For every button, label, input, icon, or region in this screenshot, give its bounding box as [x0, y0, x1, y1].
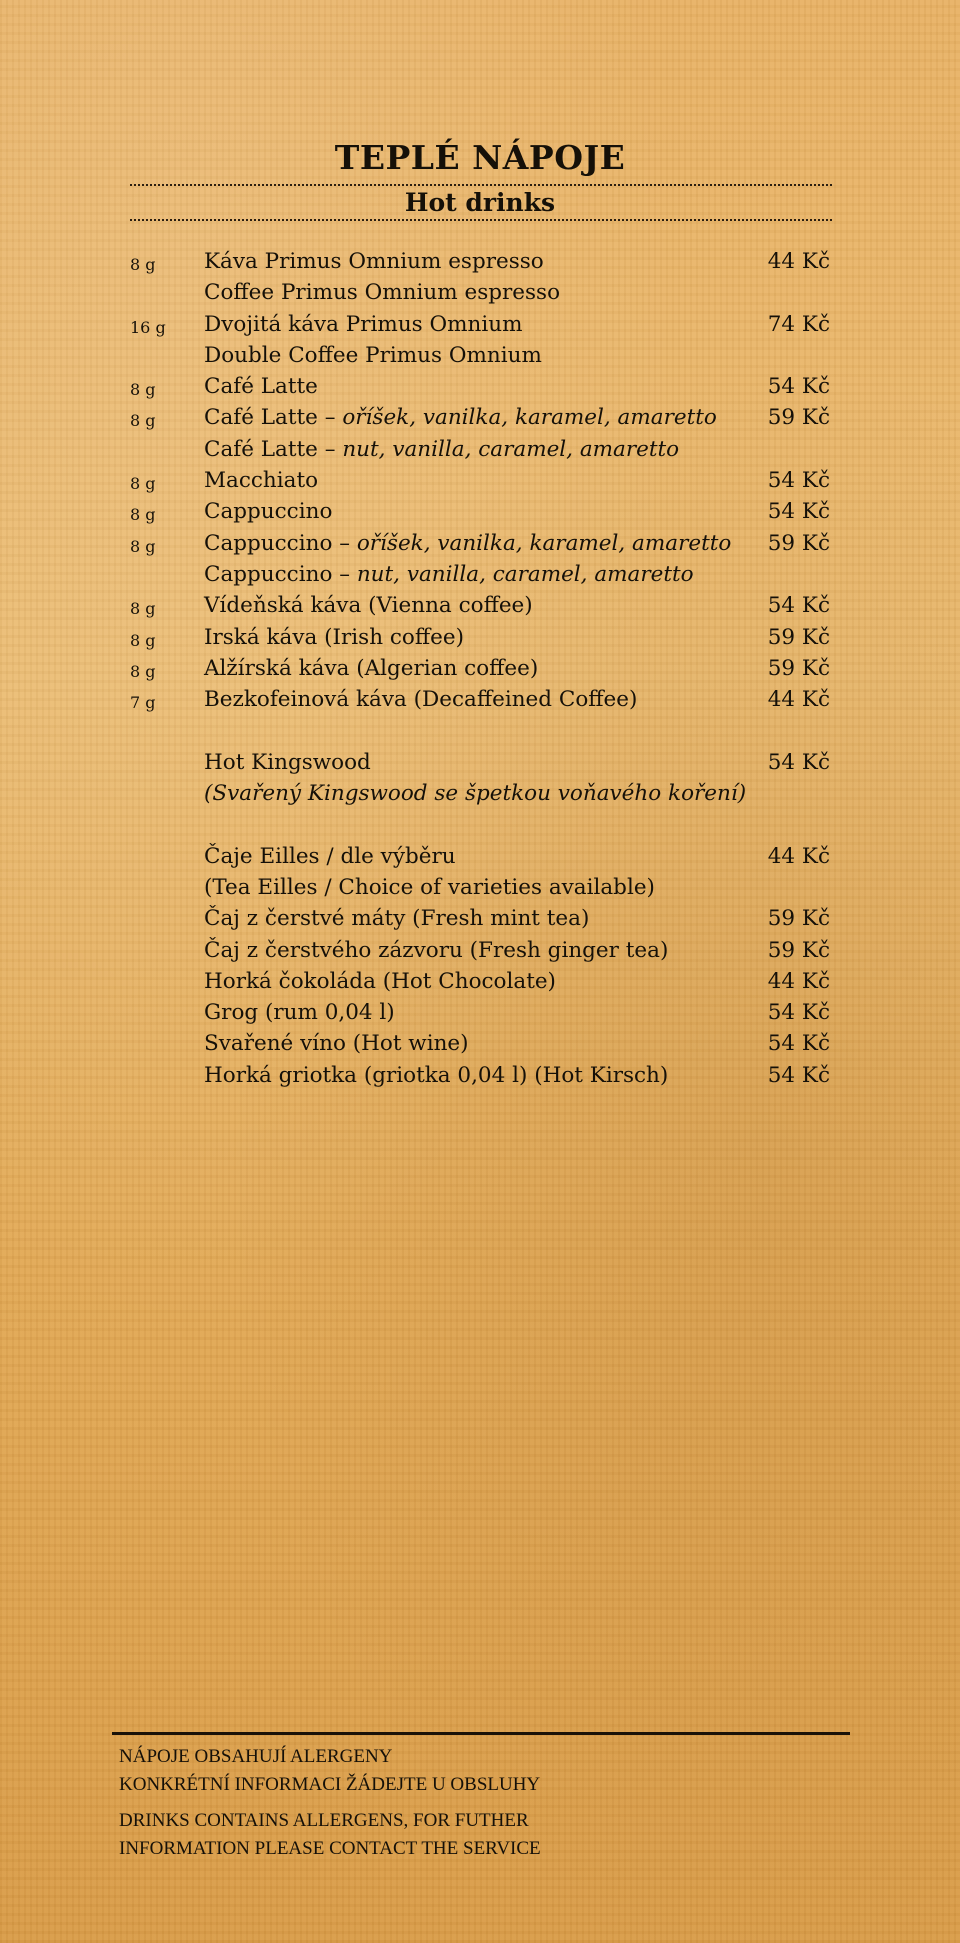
item-name-text: Cappuccino – — [204, 561, 357, 587]
item-weight: 8 g — [130, 536, 156, 556]
menu-item — [0, 687, 960, 718]
page-title: TEPLÉ NÁPOJE — [334, 138, 626, 177]
menu-item — [0, 343, 960, 374]
menu-item — [0, 1031, 960, 1062]
item-name-text: Macchiato — [204, 468, 319, 494]
item-name — [204, 781, 746, 806]
menu-item — [0, 499, 960, 530]
item-price: 54 Kč — [767, 374, 830, 400]
menu-item — [0, 374, 960, 405]
item-name-text: Grog (rum 0,04 l) — [204, 1000, 395, 1026]
item-name-text: Vídeňská káva (Vienna coffee) — [204, 593, 533, 619]
menu-item — [0, 906, 960, 937]
dotted-divider-bottom — [130, 219, 832, 221]
item-name — [204, 280, 560, 305]
item-name-text: Hot Kingswood — [204, 749, 371, 775]
allergen-note-cz-line2: KONKRÉTNÍ INFORMACI ŽÁDEJTE U OBSLUHY — [119, 1774, 541, 1795]
item-price: 44 Kč — [767, 968, 830, 994]
item-price: 54 Kč — [767, 1031, 830, 1057]
item-name — [204, 906, 589, 931]
footer-rule — [112, 1732, 850, 1735]
item-weight: 8 g — [130, 661, 156, 681]
item-name — [204, 844, 456, 869]
drinks-list — [0, 249, 960, 1094]
menu-item — [0, 249, 960, 280]
item-name — [204, 875, 655, 900]
item-name-text: (Tea Eilles / Choice of varieties available) — [204, 874, 655, 900]
item-name — [204, 562, 694, 587]
item-price: 54 Kč — [767, 468, 830, 494]
item-name-text: Horká griotka (griotka 0,04 l) (Hot Kirsch) — [204, 1062, 669, 1088]
menu-item — [0, 468, 960, 499]
item-price: 54 Kč — [767, 593, 830, 619]
item-name-text: Dvojitá káva Primus Omnium — [204, 311, 523, 337]
item-name-text: Čaj z čerstvého zázvoru (Fresh ginger tea) — [204, 937, 669, 963]
item-price: 54 Kč — [767, 1000, 830, 1026]
item-name — [204, 405, 717, 430]
item-price: 59 Kč — [767, 530, 830, 556]
item-name-text: Svařené víno (Hot wine) — [204, 1031, 469, 1057]
menu-item — [0, 656, 960, 687]
item-price: 44 Kč — [767, 249, 830, 274]
menu-item — [0, 562, 960, 593]
item-price: 54 Kč — [767, 499, 830, 525]
item-name — [204, 468, 318, 493]
item-price: 59 Kč — [767, 655, 830, 681]
item-weight: 8 g — [130, 380, 156, 400]
item-price: 59 Kč — [767, 937, 830, 963]
menu-item — [0, 1000, 960, 1031]
menu-item — [0, 781, 960, 812]
item-name-italic: (Svařený Kingswood se špetkou voňavého koření) — [204, 781, 747, 807]
item-name — [204, 499, 332, 524]
allergen-note-cz — [119, 1743, 540, 1799]
item-name-text: Čaje Eilles / dle výběru — [204, 843, 456, 869]
menu-item — [0, 405, 960, 436]
item-name-italic: nut, vanilla, caramel, amaretto — [356, 561, 694, 587]
item-price: 54 Kč — [767, 1062, 830, 1088]
item-price: 59 Kč — [767, 906, 830, 932]
item-name-italic: oříšek, vanilka, karamel, amaretto — [342, 405, 717, 431]
spacer — [0, 812, 960, 843]
item-weight: 8 g — [130, 599, 156, 619]
menu-item — [0, 625, 960, 656]
item-name-text: Cappuccino — [204, 499, 333, 525]
dotted-divider-top — [130, 184, 832, 186]
item-name-text: Café Latte – — [204, 405, 343, 431]
item-price: 54 Kč — [767, 749, 830, 775]
menu-item — [0, 312, 960, 343]
item-price: 59 Kč — [767, 624, 830, 650]
item-weight: 7 g — [130, 693, 156, 713]
item-name — [204, 1031, 469, 1056]
item-name — [204, 312, 523, 337]
item-name-text: Coffee Primus Omnium espresso — [204, 280, 561, 306]
allergen-note-en-line1: DRINKS CONTAINS ALLERGENS, FOR FUTHER — [119, 1810, 529, 1831]
item-name-text: Café Latte — [204, 374, 318, 400]
item-weight: 8 g — [130, 630, 156, 650]
item-name — [204, 656, 538, 681]
item-name-italic: oříšek, vanilka, karamel, amaretto — [356, 530, 732, 556]
item-name — [204, 374, 318, 399]
menu-item — [0, 593, 960, 624]
item-name-text: Cappuccino – — [204, 530, 357, 556]
item-name-text: Double Coffee Primus Omnium — [204, 342, 542, 368]
item-name — [204, 1000, 395, 1025]
item-name — [204, 969, 556, 994]
item-weight: 8 g — [130, 474, 156, 494]
item-name-italic: nut, vanilla, caramel, amaretto — [342, 436, 680, 462]
item-name — [204, 1063, 668, 1088]
item-weight: 8 g — [130, 505, 156, 525]
item-name-text: Káva Primus Omnium espresso — [204, 249, 544, 274]
item-name-text: Irská káva (Irish coffee) — [204, 624, 464, 650]
page-subtitle: Hot drinks — [404, 188, 556, 217]
item-name — [204, 938, 668, 963]
item-price: 44 Kč — [767, 687, 830, 713]
menu-item — [0, 280, 960, 311]
menu-item — [0, 531, 960, 562]
item-name — [204, 593, 533, 618]
allergen-note-en-line2: INFORMATION PLEASE CONTACT THE SERVICE — [119, 1838, 541, 1859]
item-price: 44 Kč — [767, 843, 830, 869]
item-name-text: Alžírská káva (Algerian coffee) — [204, 655, 539, 681]
menu-item — [0, 750, 960, 781]
item-price: 74 Kč — [767, 311, 830, 337]
item-name-text: Horká čokoláda (Hot Chocolate) — [204, 968, 556, 994]
item-name — [204, 750, 371, 775]
menu-item — [0, 875, 960, 906]
item-weight: 8 g — [130, 255, 156, 274]
item-name — [204, 249, 544, 274]
item-name — [204, 343, 542, 368]
menu-item — [0, 844, 960, 875]
item-name — [204, 437, 679, 462]
item-name-text: Café Latte – — [204, 436, 343, 462]
menu-item — [0, 969, 960, 1000]
menu-item — [0, 437, 960, 468]
item-weight: 16 g — [130, 317, 166, 337]
allergen-note-cz-line1: NÁPOJE OBSAHUJÍ ALERGENY — [119, 1746, 393, 1767]
item-name — [204, 687, 637, 712]
item-price: 59 Kč — [767, 405, 830, 431]
menu-item — [0, 1063, 960, 1094]
item-name — [204, 531, 731, 556]
item-name-text: Bezkofeinová káva (Decaffeined Coffee) — [204, 687, 638, 713]
item-name — [204, 625, 464, 650]
item-weight: 8 g — [130, 411, 156, 431]
allergen-note-en — [119, 1807, 541, 1863]
spacer — [0, 718, 960, 749]
menu-item — [0, 938, 960, 969]
item-name-text: Čaj z čerstvé máty (Fresh mint tea) — [204, 906, 590, 932]
